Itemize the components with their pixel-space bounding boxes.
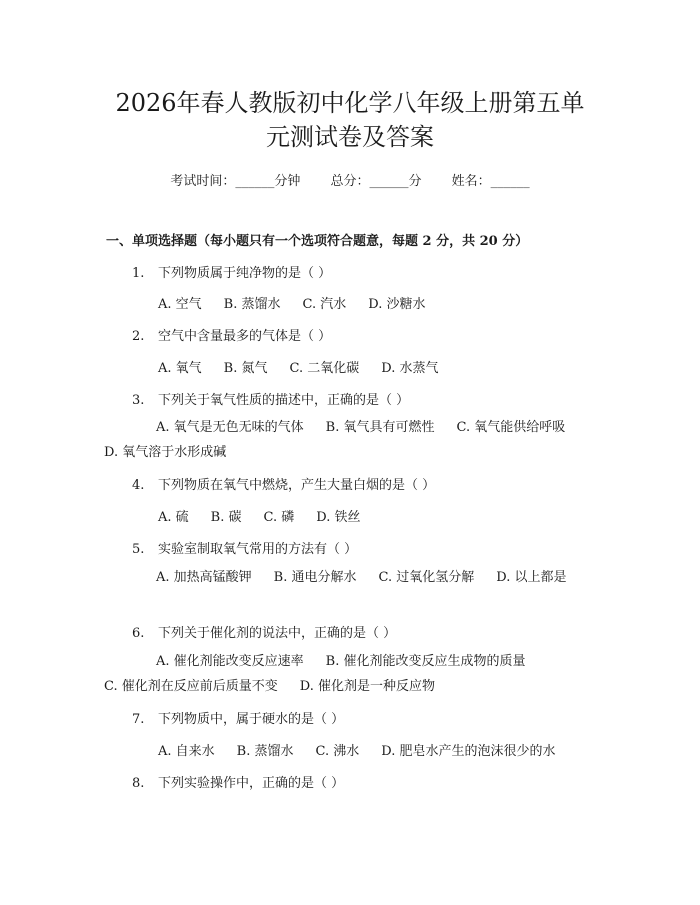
question-number: 8.: [132, 776, 145, 791]
question-2: [132, 325, 331, 344]
exam-time-field: 考试时间：______分钟: [170, 174, 301, 189]
question-stem: 下列物质属于纯净物的是（ ）: [158, 266, 332, 281]
option-b: B. 催化剂能改变反应生成物的质量: [325, 654, 526, 669]
option-c: C. 催化剂在反应前后质量不变: [104, 679, 278, 694]
question-number: 1.: [132, 266, 145, 281]
option-c: C. 二氧化碳: [289, 361, 360, 376]
option-b: B. 碳: [210, 510, 242, 525]
question-stem: 下列物质中，属于硬水的是（ ）: [158, 712, 345, 727]
option-b: B. 氧气具有可燃性: [325, 420, 435, 435]
question-5: [132, 538, 357, 557]
option-c: C. 过氧化氢分解: [378, 570, 475, 585]
question-stem: 实验室制取氧气常用的方法有（ ）: [158, 542, 358, 557]
question-4-options: [158, 506, 382, 525]
option-a: A. 空气: [158, 297, 202, 312]
question-stem: 下列关于氧气性质的描述中，正确的是（ ）: [158, 393, 410, 408]
total-score-field: 总分：______分: [330, 174, 422, 189]
option-a: A. 催化剂能改变反应速率: [156, 654, 304, 669]
option-d: D. 以上都是: [496, 570, 567, 585]
question-stem: 空气中含量最多的气体是（ ）: [158, 329, 332, 344]
option-c: C. 沸水: [315, 744, 360, 759]
exam-title-line1: 2026年春人教版初中化学八年级上册第五单: [115, 89, 585, 117]
option-b: B. 通电分解水: [273, 570, 357, 585]
question-7-options: [158, 740, 555, 759]
question-number: 7.: [132, 712, 145, 727]
question-1-options: [158, 293, 447, 312]
exam-title-line2: 元测试卷及答案: [266, 123, 434, 151]
question-3: [132, 389, 409, 408]
question-number: 4.: [132, 478, 145, 493]
question-number: 5.: [132, 542, 145, 557]
question-number: 3.: [132, 393, 145, 408]
option-b: B. 蒸馏水: [223, 297, 281, 312]
question-8: [132, 772, 344, 791]
option-b: B. 氮气: [223, 361, 268, 376]
option-a: A. 氧气是无色无味的气体: [156, 420, 304, 435]
option-c: C. 汽水: [302, 297, 347, 312]
question-3-options: [104, 415, 604, 465]
question-6: [132, 622, 396, 641]
option-c: C. 磷: [263, 510, 295, 525]
option-c: C. 氧气能供给呼吸: [456, 420, 566, 435]
option-a: A. 氧气: [158, 361, 202, 376]
question-1: [132, 262, 331, 281]
question-6-options: [104, 649, 604, 699]
option-d: D. 肥皂水产生的泡沫很少的水: [381, 744, 556, 759]
section-heading: 一、单项选择题（每小题只有一个选项符合题意，每题 2 分，共 20 分）: [106, 234, 529, 249]
question-7: [132, 708, 344, 727]
option-d: D. 沙糖水: [368, 297, 426, 312]
question-5-options: [104, 565, 604, 590]
option-b: B. 蒸馏水: [236, 744, 294, 759]
question-4: [132, 474, 435, 493]
option-a: A. 加热高锰酸钾: [156, 570, 252, 585]
question-number: 6.: [132, 626, 145, 641]
question-stem: 下列实验操作中，正确的是（ ）: [158, 776, 345, 791]
question-number: 2.: [132, 329, 145, 344]
option-d: D. 铁丝: [316, 510, 361, 525]
question-stem: 下列关于催化剂的说法中，正确的是（ ）: [158, 626, 397, 641]
student-name-field: 姓名：______: [451, 174, 530, 189]
option-d: D. 水蒸气: [381, 361, 439, 376]
option-d: D. 氧气溶于水形成碱: [104, 445, 227, 460]
option-a: A. 自来水: [158, 744, 215, 759]
question-stem: 下列物质在氧气中燃烧，产生大量白烟的是（ ）: [158, 478, 436, 493]
exam-meta: [0, 170, 700, 189]
option-d: D. 催化剂是一种反应物: [299, 679, 435, 694]
question-2-options: [158, 357, 460, 376]
option-a: A. 硫: [158, 510, 189, 525]
